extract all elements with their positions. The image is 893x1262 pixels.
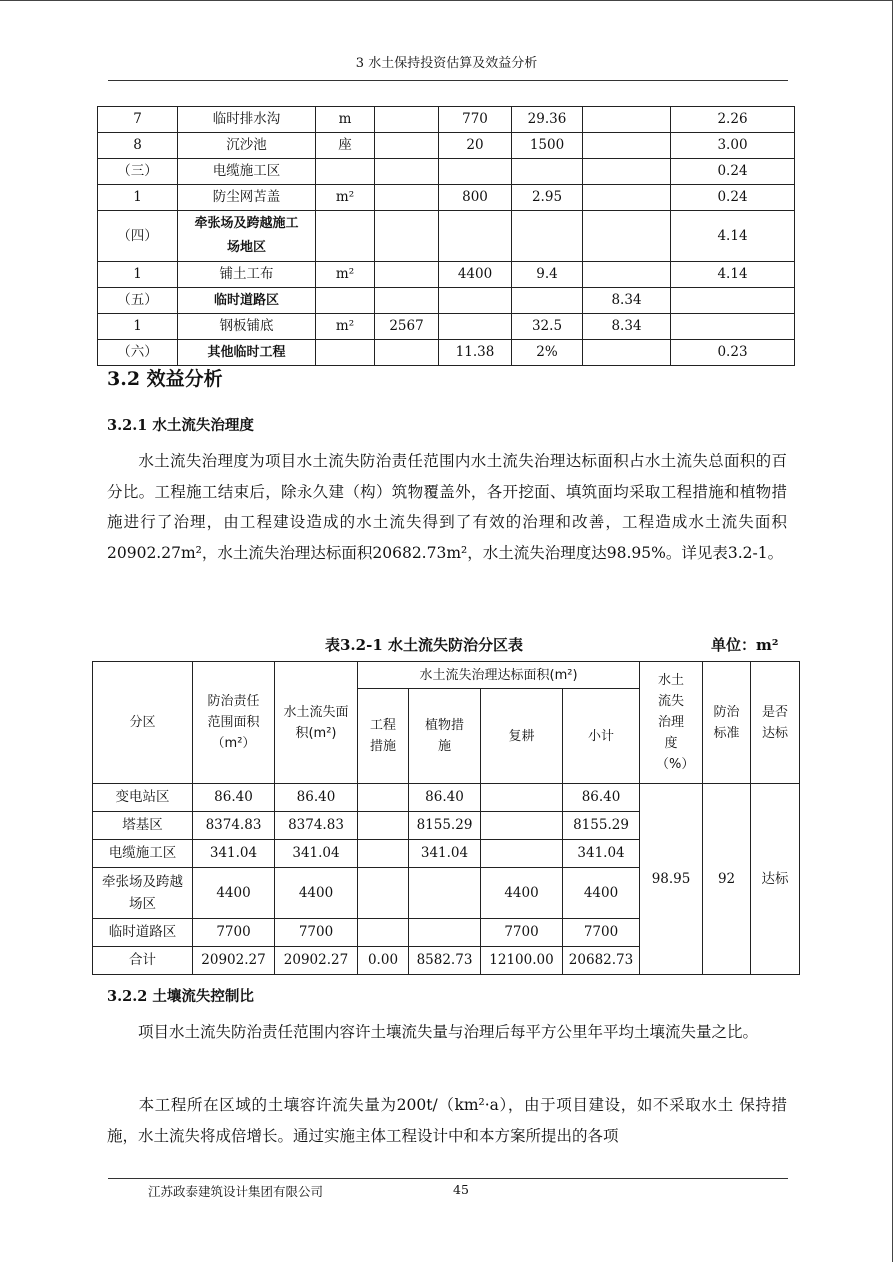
table-row: [98, 288, 795, 314]
cell: 800: [439, 185, 512, 211]
cell: 电缆施工区: [178, 159, 316, 185]
table-row: [98, 159, 795, 185]
cell: 临时道路区: [178, 288, 316, 314]
cell: 9.4: [512, 262, 583, 288]
cell: [481, 840, 563, 868]
cell: 4400: [275, 868, 358, 919]
cell: 7700: [193, 919, 275, 947]
cell: 8374.83: [193, 812, 275, 840]
cell: 1: [98, 262, 178, 288]
paragraph: [107, 1090, 787, 1151]
page-edge-top: [0, 0, 893, 1]
header-engineering: 工程措施: [358, 689, 409, 784]
cell: [375, 107, 439, 133]
cell: 8582.73: [409, 947, 481, 975]
cell: 1: [98, 185, 178, 211]
cell: [671, 288, 795, 314]
cell: [316, 159, 375, 185]
cell: 7700: [481, 919, 563, 947]
cell: [583, 107, 671, 133]
cell: 临时排水沟: [178, 107, 316, 133]
cell: 8155.29: [409, 812, 481, 840]
header-zone: 分区: [93, 662, 193, 784]
footer-company: 江苏政泰建筑设计集团有限公司: [148, 1184, 324, 1199]
cell: m²: [316, 185, 375, 211]
cell: 11.38: [439, 340, 512, 366]
paragraph: [107, 1017, 787, 1048]
cell: [512, 211, 583, 262]
cell: 8.34: [583, 288, 671, 314]
cell: 341.04: [563, 840, 640, 868]
cell: 7: [98, 107, 178, 133]
paragraph-text: 项目水土流失防治责任范围内容许土壤流失量与治理后每平方公里年平均土壤流失量之比。: [138, 1023, 759, 1041]
cell: （四）: [98, 211, 178, 262]
cell: 86.40: [409, 784, 481, 812]
cell: （三）: [98, 159, 178, 185]
cell: [375, 262, 439, 288]
cell: m²: [316, 262, 375, 288]
cell: 4.14: [671, 211, 795, 262]
cell: [671, 314, 795, 340]
paragraph: [107, 446, 787, 568]
cell: [583, 211, 671, 262]
cell: [439, 159, 512, 185]
cell: [439, 211, 512, 262]
cell: 20: [439, 133, 512, 159]
cell: 3.00: [671, 133, 795, 159]
cell: m²: [316, 314, 375, 340]
paragraph-text: 本工程所在区域的土壤容许流失量为200t/（km²·a），由于项目建设，如不采取水土 保持措施，水土流失将成倍增长。通过实施主体工程设计中和本方案所提出的各项: [107, 1096, 787, 1145]
cell: [358, 812, 409, 840]
cell: [583, 340, 671, 366]
cell: [439, 288, 512, 314]
cell: 临时道路区: [93, 919, 193, 947]
table-row: [98, 340, 795, 366]
cell: [583, 262, 671, 288]
cell: [375, 211, 439, 262]
cell: [481, 812, 563, 840]
cell: 1: [98, 314, 178, 340]
cell: 32.5: [512, 314, 583, 340]
cell: [409, 868, 481, 919]
cell: [375, 159, 439, 185]
cell: 12100.00: [481, 947, 563, 975]
cell: 770: [439, 107, 512, 133]
cell: 86.40: [275, 784, 358, 812]
subsection-heading: 3.2.1 水土流失治理度: [107, 417, 254, 434]
cell: [358, 919, 409, 947]
cell: 341.04: [193, 840, 275, 868]
cell: [375, 133, 439, 159]
cell: [358, 840, 409, 868]
cell: [439, 314, 512, 340]
cell: 29.36: [512, 107, 583, 133]
cell: 牵张场及跨越场区: [93, 868, 193, 919]
cell: 86.40: [563, 784, 640, 812]
cell: 86.40: [193, 784, 275, 812]
table-row: [98, 211, 795, 262]
cell: （六）: [98, 340, 178, 366]
paragraph-text: 水土流失治理度为项目水土流失防治责任范围内水土流失治理达标面积占水土流失总面积的百分比。工程施工结束后，除永久建（构）筑物覆盖外，各开挖面、填筑面均采取工程措施和植物措施进行了治理，由工程建设造成的水土流失得到了有效的治理和改善，工程造成水土流失面积20902.27m²，水土流失治理达标面积20682.73m²，水土流失治理度达98.95%。详见表3.2-1。: [107, 452, 787, 562]
page-number: 45: [453, 1182, 469, 1197]
cell: m: [316, 107, 375, 133]
cell: 7700: [275, 919, 358, 947]
cell: [583, 133, 671, 159]
running-header: 3 水土保持投资估算及效益分析: [355, 56, 538, 71]
cell: [316, 340, 375, 366]
cell: [409, 919, 481, 947]
cell: 铺土工布: [178, 262, 316, 288]
cell: [358, 784, 409, 812]
header-vegetation: 植物措施: [409, 689, 481, 784]
header-met: 是否达标: [751, 662, 800, 784]
cell: 1500: [512, 133, 583, 159]
cell: 沉沙池: [178, 133, 316, 159]
cell: 4400: [481, 868, 563, 919]
cell: 20902.27: [275, 947, 358, 975]
cell: 2567: [375, 314, 439, 340]
cell: [316, 211, 375, 262]
cell: 0.00: [358, 947, 409, 975]
header-loss-area: 水土流失面积(m²): [275, 662, 358, 784]
investment-table-continued: [97, 106, 795, 366]
cell: 4400: [439, 262, 512, 288]
cell: 防尘网苫盖: [178, 185, 316, 211]
cell: [481, 784, 563, 812]
cell: [316, 288, 375, 314]
table-caption: 表3.2-1 水土流失防治分区表: [325, 636, 523, 654]
header-degree: 水土流失治理度（%）: [640, 662, 703, 784]
cell: 20902.27: [193, 947, 275, 975]
cell: [512, 288, 583, 314]
cell: [358, 868, 409, 919]
table-header-row: [93, 662, 800, 689]
cell: 341.04: [409, 840, 481, 868]
cell: [375, 340, 439, 366]
cell: 8.34: [583, 314, 671, 340]
table-row: [98, 185, 795, 211]
table-row: [98, 262, 795, 288]
cell: 塔基区: [93, 812, 193, 840]
cell: 牵张场及跨越施工场地区: [178, 211, 316, 262]
cell: [583, 185, 671, 211]
cell: 20682.73: [563, 947, 640, 975]
cell: 其他临时工程: [178, 340, 316, 366]
subsection-heading: 3.2.2 土壤流失控制比: [107, 988, 254, 1005]
cell: 8374.83: [275, 812, 358, 840]
cell: 8: [98, 133, 178, 159]
cell: 2.95: [512, 185, 583, 211]
cell: 0.23: [671, 340, 795, 366]
cell: 钢板铺底: [178, 314, 316, 340]
degree-value: 98.95: [640, 784, 703, 975]
met-value: 达标: [751, 784, 800, 975]
cell: 0.24: [671, 159, 795, 185]
header-rule: [108, 80, 788, 81]
cell: 4400: [563, 868, 640, 919]
cell: 座: [316, 133, 375, 159]
cell: 4400: [193, 868, 275, 919]
cell: 变电站区: [93, 784, 193, 812]
cell: [583, 159, 671, 185]
table-row: [98, 133, 795, 159]
table-row: [98, 314, 795, 340]
cell: 7700: [563, 919, 640, 947]
cell: 0.24: [671, 185, 795, 211]
cell: 341.04: [275, 840, 358, 868]
cell: [375, 288, 439, 314]
header-subtotal: 小计: [563, 689, 640, 784]
cell: 合计: [93, 947, 193, 975]
cell: 电缆施工区: [93, 840, 193, 868]
cell: 2%: [512, 340, 583, 366]
cell: 4.14: [671, 262, 795, 288]
header-recultivation: 复耕: [481, 689, 563, 784]
cell: [512, 159, 583, 185]
header-treated-group: 水土流失治理达标面积(m²): [358, 662, 640, 689]
cell: 8155.29: [563, 812, 640, 840]
standard-value: 92: [703, 784, 751, 975]
cell: [375, 185, 439, 211]
cell: （五）: [98, 288, 178, 314]
table-row: [98, 107, 795, 133]
section-heading: 3.2 效益分析: [107, 368, 223, 390]
table-row: [93, 784, 800, 812]
footer-rule: [108, 1178, 788, 1179]
header-resp-area: 防治责任范围面积（m²）: [193, 662, 275, 784]
header-standard: 防治标准: [703, 662, 751, 784]
cell: 2.26: [671, 107, 795, 133]
soil-loss-zone-table: [92, 661, 800, 975]
table-unit: 单位：m²: [711, 636, 779, 654]
